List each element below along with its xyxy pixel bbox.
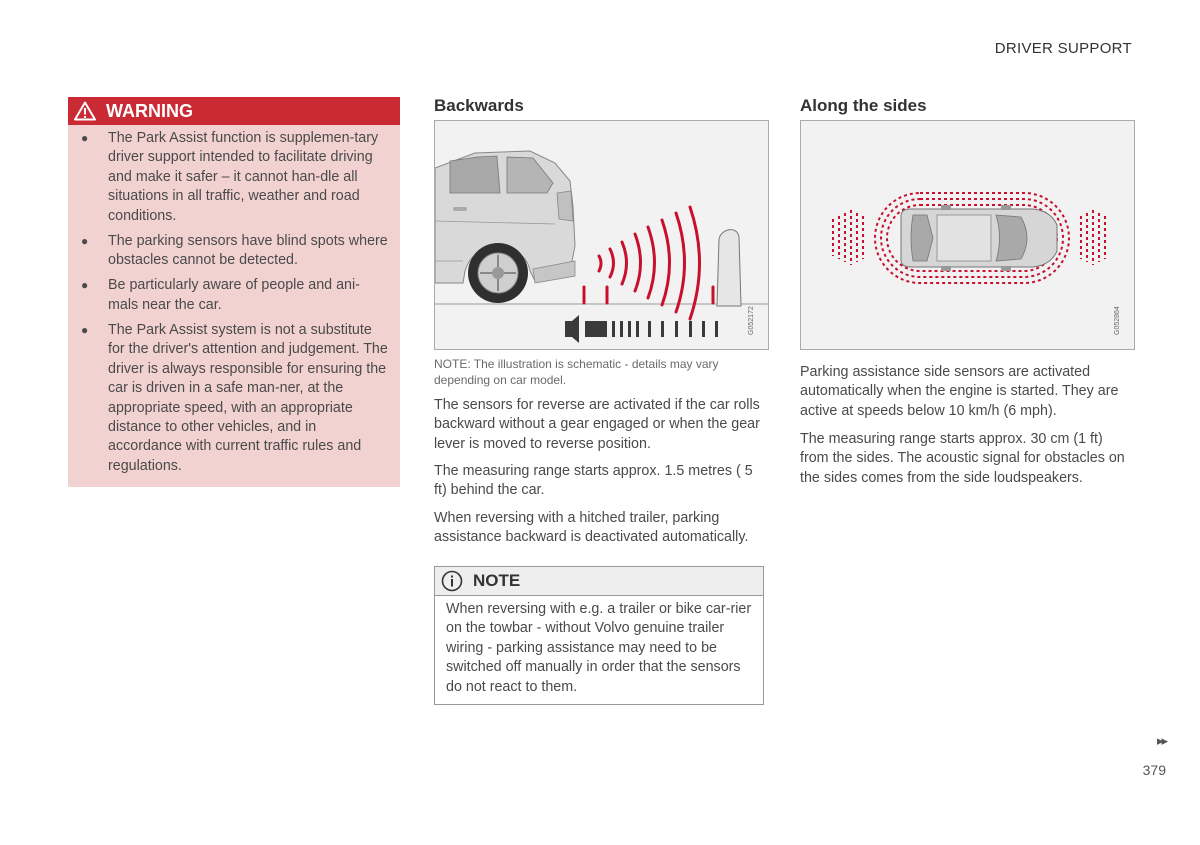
rear-sensor-illustration [434, 120, 769, 350]
warning-text: The Park Assist system is not a substitute for the driver's attention and judgement. The driver is always responsible for ensuring the car is driven in a safe man-ner, at the appropriate speed, with an appropriate distance to other vehicles, and in accordance with current traffic rules and regulations. [108, 322, 388, 474]
backwards-paragraph-2: The measuring range starts approx. 1.5 metres ( 5 ft) behind the car. [434, 463, 753, 499]
page-number: 379 [1142, 762, 1166, 778]
warning-list [68, 125, 400, 476]
warning-text: Be particularly aware of people and ani-mals near the car. [108, 277, 360, 313]
note-header [435, 567, 763, 596]
sides-paragraph-1: Parking assistance side sensors are activated automatically when the engine is started. They are active at speeds below 10 km/h (6 mph). [800, 364, 1119, 419]
info-icon [441, 570, 463, 592]
side-sensor-illustration [800, 120, 1135, 350]
continue-marker: ▸▸ [1156, 733, 1166, 748]
sides-paragraph-2: The measuring range starts approx. 30 cm (1 ft) from the sides. The acoustic signal for obstacles on the sides comes from the side loudspeakers. [800, 431, 1125, 486]
list-item: ● Be particularly aware of people and ani-mals near the car. [81, 277, 360, 313]
note-text: When reversing with e.g. a trailer or bike car-rier on the towbar - without Volvo genuine trailer wiring - parking assistance may need to be switched off manually in order that the sensors do not react to them. [446, 601, 752, 695]
figure-code: G052864 [1114, 306, 1121, 335]
side-parking-car-illustration [801, 121, 1134, 349]
rear-parking-car-illustration [435, 121, 768, 349]
list-item: ● The Park Assist system is not a substitute for the driver's attention and judgement. The driver is always responsible for ensuring the car is driven in a safe man-ner, at the appropriate speed, with an appropriate distance to other vehicles, and in accordance with current traffic rules and regulations. [81, 322, 388, 474]
sides-heading: Along the sides [800, 96, 927, 115]
warning-triangle-icon [74, 101, 96, 121]
warning-title: WARNING [106, 100, 193, 121]
warning-header [68, 97, 400, 125]
note-title: NOTE [473, 571, 521, 590]
warning-box [68, 97, 400, 487]
figure-code: G052172 [748, 306, 755, 335]
figure-caption: NOTE: The illustration is schematic - details may vary depending on car model. [434, 357, 719, 387]
backwards-heading: Backwards [434, 96, 524, 115]
backwards-paragraph-1: The sensors for reverse are activated if the car rolls backward without a gear engaged or when the gear lever is moved to reverse position. [434, 397, 760, 452]
note-box [434, 566, 764, 705]
list-item: ● The Park Assist function is supplemen-tary driver support intended to facilitate driving and make it safer – it cannot han-dle all situations in all traffic, weather and road conditions. [81, 130, 379, 224]
warning-text: The Park Assist function is supplemen-tary driver support intended to facilitate driving and make it safer – it cannot han-dle all situations in all traffic, weather and road conditions. [108, 130, 379, 224]
section-title: DRIVER SUPPORT [994, 40, 1132, 57]
list-item: ● The parking sensors have blind spots where obstacles cannot be detected. [81, 232, 388, 269]
warning-text: The parking sensors have blind spots where obstacles cannot be detected. [108, 232, 388, 269]
backwards-paragraph-3: When reversing with a hitched trailer, parking assistance backward is deactivated automatically. [434, 510, 749, 546]
